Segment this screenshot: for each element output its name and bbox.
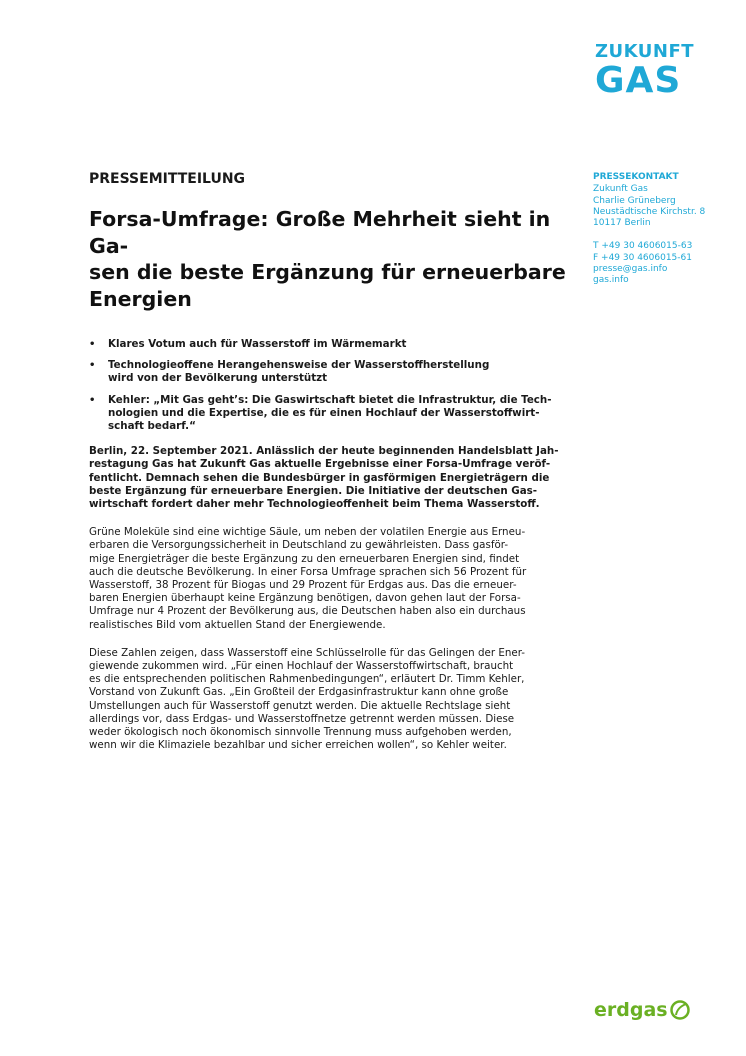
body-line: mige Energieträger die beste Ergänzung zu den erneuerbaren Energien sind, findet xyxy=(89,552,520,565)
logo-text-top: ZUKUNFT xyxy=(595,41,695,62)
headline-line: sen die beste Ergänzung für erneuerbare xyxy=(89,260,566,284)
key-point-line: Kehler: „Mit Gas geht’s: Die Gaswirtschaft bietet die Infrastruktur, die Tech- xyxy=(108,393,552,406)
lead-line: wirtschaft fordert daher mehr Technologieoffenheit beim Thema Wasserstoff. xyxy=(89,498,540,511)
contact-fax: F +49 30 4606015-61 xyxy=(593,252,692,263)
headline-line: Forsa-Umfrage: Große Mehrheit sieht in Ga- xyxy=(89,207,551,258)
bullet-icon: • xyxy=(89,339,96,350)
contact-web[interactable]: gas.info xyxy=(593,275,629,286)
contact-city: 10117 Berlin xyxy=(593,218,651,229)
zukunft-gas-logo xyxy=(595,42,695,100)
bullet-icon: • xyxy=(89,394,96,406)
contact-phone: T +49 30 4606015-63 xyxy=(593,241,693,252)
contact-name: Charlie Grüneberg xyxy=(593,195,676,206)
body-line: Umstellungen auch für Wasserstoff genutzt werden. Die aktuelle Rechtslage sieht xyxy=(89,699,511,712)
contact-street: Neustädtische Kirchstr. 8 xyxy=(593,206,706,217)
lead-line: beste Ergänzung für erneuerbare Energien. Die Initiative der deutschen Gas- xyxy=(89,484,538,497)
logo-text-bottom: GAS xyxy=(595,60,682,101)
bullet-icon: • xyxy=(89,360,96,372)
key-point xyxy=(89,394,569,434)
body-line: erbaren die Versorgungssicherheit in Deutschland zu gewährleisten. Dass gasför- xyxy=(89,539,509,552)
lead-line: restagung Gas hat Zukunft Gas aktuelle Ergebnisse einer Forsa-Umfrage veröf- xyxy=(89,458,551,471)
body-line: weder ökologisch noch ökonomisch sinnvolle Trennung muss aufgehoben werden, xyxy=(89,726,512,739)
press-contact-label: PRESSEKONTAKT xyxy=(593,172,679,182)
headline-line: Energien xyxy=(89,286,192,311)
lead-line: Berlin, 22. September 2021. Anlässlich der heute beginnenden Handelsblatt Jah- xyxy=(89,445,559,458)
body-line: Vorstand von Zukunft Gas. „Ein Großteil der Erdgasinfrastruktur kann ohne große xyxy=(89,686,509,699)
body-paragraph xyxy=(89,526,569,632)
key-point-line: Technologieoffene Herangehensweise der Wasserstoffherstellung xyxy=(108,359,490,372)
body-line: es die entsprechenden politischen Rahmenbedingungen“, erläutert Dr. Timm Kehler, xyxy=(89,673,525,686)
document-kicker: PRESSEMITTEILUNG xyxy=(89,171,246,187)
key-point xyxy=(89,338,569,351)
contact-org: Zukunft Gas xyxy=(593,184,648,195)
body-line: auch die deutsche Bevölkerung. In einer Forsa Umfrage sprachen sich 56 Prozent für xyxy=(89,565,527,578)
key-point-line: Klares Votum auch für Wasserstoff im Wärmemarkt xyxy=(108,338,407,350)
key-point-line: schaft bedarf.“ xyxy=(108,420,196,433)
key-point-line: nologien und die Expertise, die es für einen Hochlauf der Wasserstoffwirt- xyxy=(108,406,540,419)
key-points-list xyxy=(89,338,569,433)
erdgas-logo xyxy=(594,997,704,1025)
key-point xyxy=(89,359,569,385)
erdgas-logo-text: erdgas xyxy=(594,999,668,1021)
press-contact xyxy=(593,172,733,287)
body-line: wenn wir die Klimaziele bezahlbar und sicher erreichen wollen“, so Kehler weiter. xyxy=(89,739,507,752)
body-line: Umfrage nur 4 Prozent der Bevölkerung aus, die Deutschen haben also ein durchaus xyxy=(89,605,526,618)
contact-email[interactable]: presse@gas.info xyxy=(593,264,668,275)
body-line: Wasserstoff, 38 Prozent für Biogas und 29 Prozent für Erdgas aus. Das die erneuer- xyxy=(89,579,517,592)
body-line: Diese Zahlen zeigen, dass Wasserstoff eine Schlüsselrolle für das Gelingen der Ener- xyxy=(89,646,525,659)
body-line: baren Energien überhaupt keine Ergänzung benötigen, davon gehen laut der Forsa- xyxy=(89,592,521,605)
body-line: Grüne Moleküle sind eine wichtige Säule, um neben der volatilen Energie aus Erneu- xyxy=(89,526,526,539)
headline xyxy=(89,206,569,312)
body-line: realistisches Bild vom aktuellen Stand der Energiewende. xyxy=(89,618,386,631)
key-point-line: wird von der Bevölkerung unterstützt xyxy=(108,372,328,385)
body-paragraph xyxy=(89,647,569,753)
body-line: allerdings vor, dass Erdgas- und Wasserstoffnetze getrennt werden müssen. Diese xyxy=(89,712,515,725)
lead-line: fentlicht. Demnach sehen die Bundesbürger in gasförmigen Energieträgern die xyxy=(89,471,550,484)
leaf-icon xyxy=(669,999,691,1021)
press-release-body xyxy=(89,170,569,767)
body-line: giewende zukommen wird. „Für einen Hochlauf der Wasserstoffwirtschaft, braucht xyxy=(89,660,514,673)
lead-paragraph xyxy=(89,445,569,511)
